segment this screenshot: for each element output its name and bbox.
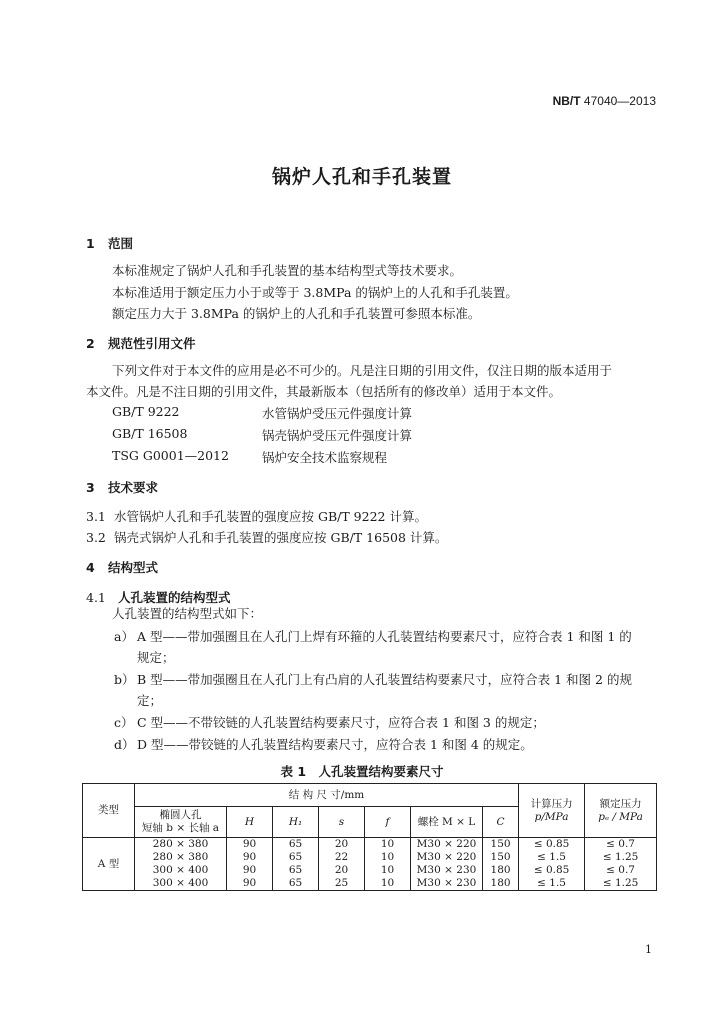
list-item-continuation: 定； bbox=[137, 693, 163, 708]
list-marker: a） bbox=[114, 629, 134, 644]
list-item: A 型——带加强圈且在人孔门上焊有环箍的人孔装置结构要素尺寸，应符合表 1 和图 1 的 bbox=[137, 629, 632, 644]
list-item: D 型——带铰链的人孔装置结构要素尺寸，应符合表 1 和图 4 的规定。 bbox=[137, 737, 533, 752]
header-s: s bbox=[319, 807, 365, 838]
header-dimensions: 结 构 尺 寸/mm bbox=[135, 784, 519, 807]
header-bolt: 螺栓 M × L bbox=[411, 807, 483, 838]
section-heading-3: 3 技术要求 bbox=[86, 480, 159, 495]
list-marker: b） bbox=[114, 672, 135, 687]
header-H1: H₁ bbox=[273, 807, 319, 838]
clause-3-1: 3.1 水管锅炉人孔和手孔装置的强度应按 GB/T 9222 计算。 bbox=[86, 509, 427, 524]
reference-title: 锅壳锅炉受压元件强度计算 bbox=[262, 428, 413, 443]
paragraph: 额定压力大于 3.8MPa 的锅炉上的人孔和手孔装置可参照本标准。 bbox=[112, 306, 481, 321]
reference-code: GB/T 9222 bbox=[112, 404, 180, 419]
header-calc-pressure: 计算压力 p/MPa bbox=[519, 784, 585, 838]
header-C: C bbox=[483, 807, 519, 838]
table-caption: 表 1 人孔装置结构要素尺寸 bbox=[280, 764, 444, 779]
reference-title: 锅炉安全技术监察规程 bbox=[262, 450, 388, 465]
reference-code: TSG G0001—2012 bbox=[112, 448, 229, 463]
paragraph: 本标准适用于额定压力小于或等于 3.8MPa 的锅炉上的人孔和手孔装置。 bbox=[112, 285, 518, 300]
table-row: A 型 280 × 380 90 65 20 10 M30 × 220 150 ≤ 0.85 ≤ 0.7 bbox=[83, 838, 657, 852]
table-row: 300 × 400 90 65 25 10 M30 × 230 180 ≤ 1.5 ≤ 1.25 bbox=[83, 877, 657, 891]
row-type: A 型 bbox=[83, 838, 135, 891]
page-number: 1 bbox=[645, 943, 652, 956]
paragraph: 人孔装置的结构型式如下： bbox=[112, 606, 263, 621]
reference-title: 水管锅炉受压元件强度计算 bbox=[262, 406, 413, 421]
paragraph: 下列文件对于本文件的应用是必不可少的。凡是注日期的引用文件，仅注日期的版本适用于 bbox=[112, 363, 613, 378]
list-marker: d） bbox=[114, 737, 135, 752]
dimensions-table bbox=[82, 783, 657, 891]
header-ellipse: 椭圆人孔 短轴 b × 长轴 a bbox=[135, 807, 227, 838]
table-row: 300 × 400 90 65 20 10 M30 × 230 180 ≤ 0.85 ≤ 0.7 bbox=[83, 864, 657, 877]
list-marker: c） bbox=[114, 715, 134, 730]
header-type: 类型 bbox=[83, 784, 135, 838]
header-H: H bbox=[227, 807, 273, 838]
header-f: f bbox=[365, 807, 411, 838]
table-header-row bbox=[83, 784, 657, 807]
subsection-heading-4-1: 4.1 人孔装置的结构型式 bbox=[86, 590, 231, 605]
clause-3-2: 3.2 锅壳式锅炉人孔和手孔装置的强度应按 GB/T 16508 计算。 bbox=[86, 530, 448, 545]
page-title: 锅炉人孔和手孔装置 bbox=[271, 166, 452, 188]
paragraph: 本标准规定了锅炉人孔和手孔装置的基本结构型式等技术要求。 bbox=[112, 263, 463, 278]
list-item-continuation: 规定； bbox=[137, 650, 175, 665]
list-item: B 型——带加强圈且在人孔门上有凸肩的人孔装置结构要素尺寸，应符合表 1 和图 2 的规 bbox=[137, 672, 632, 687]
section-heading-2: 2 规范性引用文件 bbox=[86, 336, 196, 351]
section-heading-4: 4 结构型式 bbox=[86, 560, 159, 575]
standard-number: NB/T 47040—2013 bbox=[552, 94, 656, 108]
header-rated-pressure: 额定压力 pₑ / MPa bbox=[585, 784, 657, 838]
list-item: C 型——不带铰链的人孔装置结构要素尺寸，应符合表 1 和图 3 的规定； bbox=[137, 715, 545, 730]
table-row: 280 × 380 90 65 22 10 M30 × 220 150 ≤ 1.5 ≤ 1.25 bbox=[83, 851, 657, 864]
section-heading-1: 1 范围 bbox=[86, 236, 134, 251]
paragraph: 本文件。凡是不注日期的引用文件，其最新版本（包括所有的修改单）适用于本文件。 bbox=[86, 384, 562, 399]
reference-code: GB/T 16508 bbox=[112, 426, 188, 441]
